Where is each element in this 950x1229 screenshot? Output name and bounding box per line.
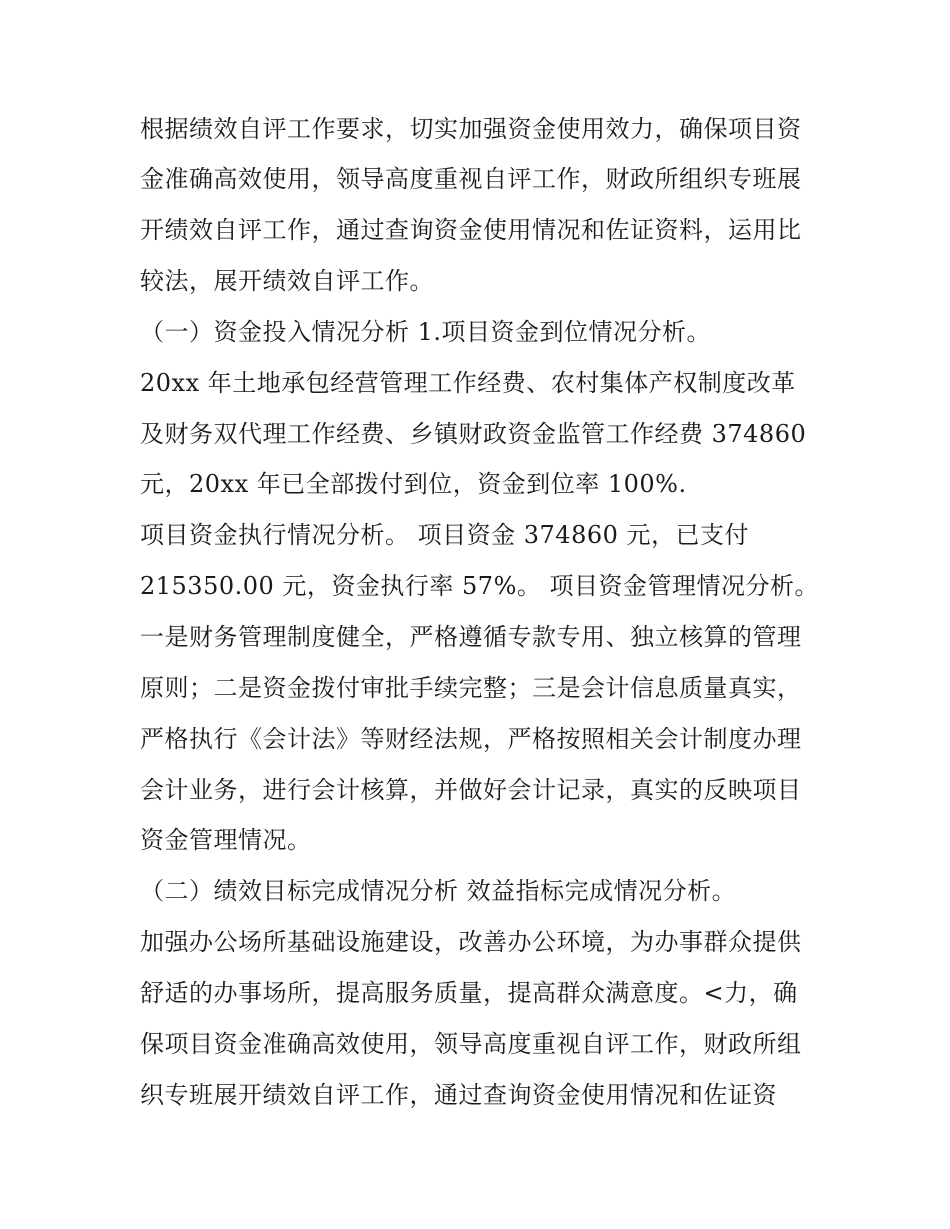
text-line: 一是财务管理制度健全，严格遵循专款专用、独立核算的管理 <box>140 623 802 651</box>
text-line: 开绩效自评工作，通过查询资金使用情况和佐证资料，运用比 <box>140 216 802 244</box>
text-line: 舒适的办事场所，提高服务质量，提高群众满意度。<力，确 <box>140 979 798 1007</box>
text-line: 资金管理情况。 <box>140 826 312 854</box>
text-line: 20xx 年土地承包经营管理工作经费、农村集体产权制度改革 <box>140 369 796 397</box>
text-line: 较法，展开绩效自评工作。 <box>140 267 434 295</box>
section-heading: （二）绩效目标完成情况分析 效益指标完成情况分析。 <box>140 877 737 905</box>
text-line: 加强办公场所基础设施建设，改善办公环境，为办事群众提供 <box>140 928 802 956</box>
text-line: 根据绩效自评工作要求，切实加强资金使用效力，确保项目资 <box>140 115 802 143</box>
text-line: 金准确高效使用，领导高度重视自评工作，财政所组织专班展 <box>140 165 802 193</box>
text-line: 元，20xx 年已全部拨付到位，资金到位率 100%. <box>140 470 687 498</box>
text-line: 织专班展开绩效自评工作，通过查询资金使用情况和佐证资 <box>140 1081 777 1109</box>
text-line: 原则；二是资金拨付审批手续完整；三是会计信息质量真实， <box>140 674 802 702</box>
text-line: 会计业务，进行会计核算，并做好会计记录，真实的反映项目 <box>140 776 802 804</box>
section-heading: （一）资金投入情况分析 1.项目资金到位情况分析。 <box>140 318 712 346</box>
text-line: 严格执行《会计法》等财经法规，严格按照相关会计制度办理 <box>140 725 802 753</box>
text-line: 215350.00 元，资金执行率 57%。 项目资金管理情况分析。 <box>140 572 820 600</box>
text-line: 及财务双代理工作经费、乡镇财政资金监管工作经费 374860 <box>140 420 807 448</box>
text-line: 保项目资金准确高效使用，领导高度重视自评工作，财政所组 <box>140 1030 802 1058</box>
text-line: 项目资金执行情况分析。 项目资金 374860 元，已支付 <box>140 521 750 549</box>
